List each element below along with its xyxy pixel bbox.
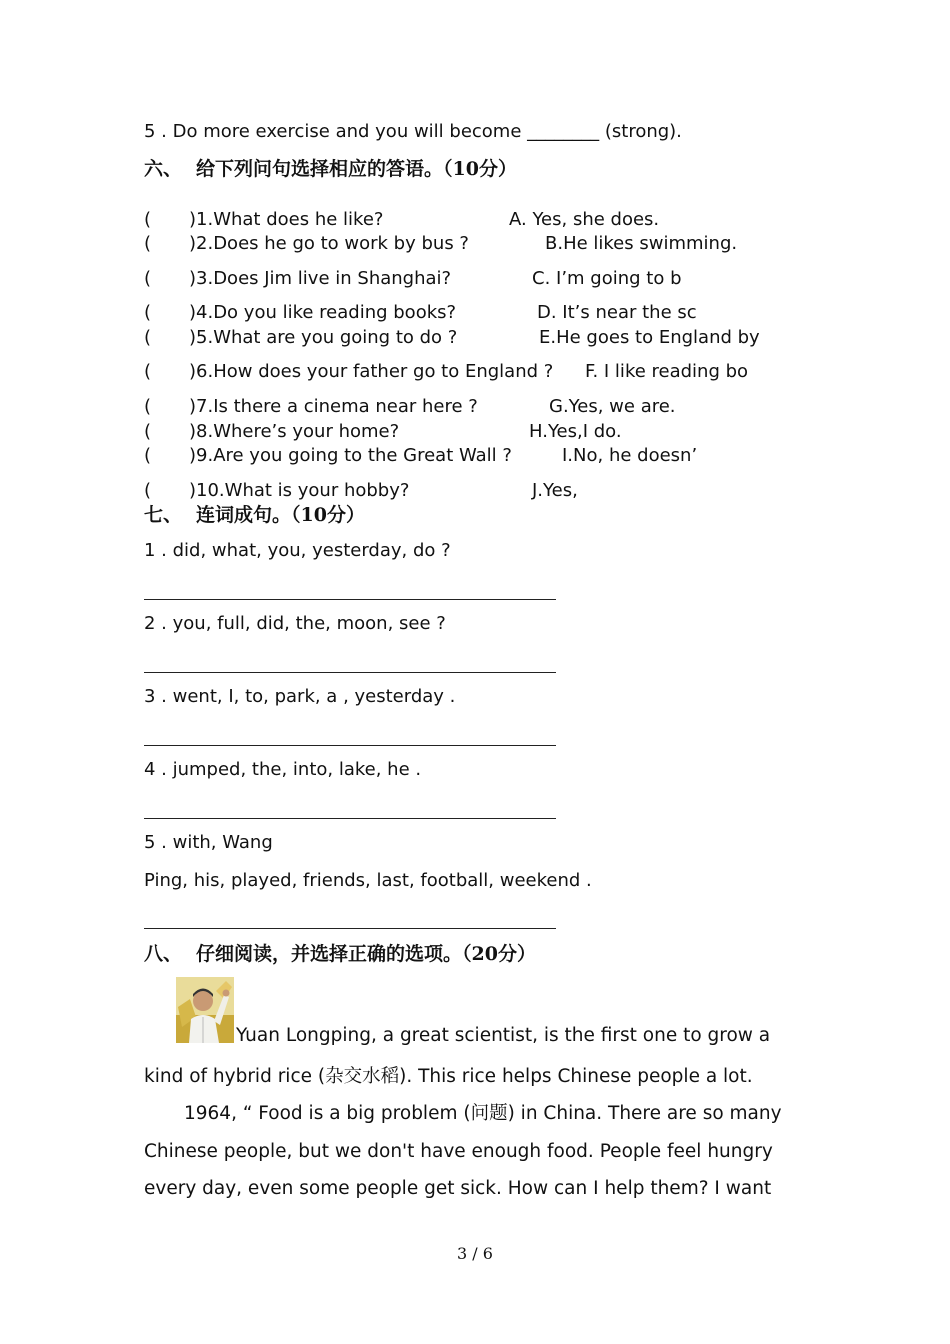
sentence-item: 4 . jumped, the, into, lake, he . xyxy=(144,759,422,780)
answer-line[interactable] xyxy=(144,599,556,600)
match-answer: C. I’m going to b xyxy=(532,268,682,289)
match-answer: A. Yes, she does. xyxy=(509,209,660,230)
reading-line: Yuan Longping, a great scientist, is the first one to grow a xyxy=(236,1025,771,1046)
section-8-number: 八、 xyxy=(144,943,183,965)
answer-blank[interactable]: ( xyxy=(144,209,152,230)
match-question: )3.Does Jim live in Shanghai? xyxy=(189,268,452,289)
section-7-title: 连词成句。（10分） xyxy=(196,504,365,526)
answer-blank[interactable]: ( xyxy=(144,233,152,254)
answer-line[interactable] xyxy=(144,928,556,929)
match-answer: J.Yes, xyxy=(532,480,578,501)
match-answer: G.Yes, we are. xyxy=(549,396,676,417)
answer-blank[interactable]: ( xyxy=(144,421,152,442)
answer-blank[interactable]: ( xyxy=(144,480,152,501)
section-7-number: 七、 xyxy=(144,504,183,526)
section-6-number: 六、 xyxy=(144,158,183,180)
match-answer: I.No, he doesn’ xyxy=(562,445,698,466)
section-8-title: 仔细阅读，并选择正确的选项。（20分） xyxy=(196,943,536,965)
reading-line: kind of hybrid rice (杂交水稻). This rice helps Chinese people a lot. xyxy=(144,1066,753,1087)
match-answer: D. It’s near the sc xyxy=(537,302,697,323)
sentence-item: 3 . went, I, to, park, a , yesterday . xyxy=(144,686,456,707)
answer-blank[interactable]: ( xyxy=(144,268,152,289)
section-6-title: 给下列问句选择相应的答语。（10分） xyxy=(196,158,517,180)
answer-blank[interactable]: ( xyxy=(144,302,152,323)
answer-line[interactable] xyxy=(144,672,556,673)
section-7-heading xyxy=(144,503,365,527)
answer-blank[interactable]: ( xyxy=(144,361,152,382)
sentence-item-continued: Ping, his, played, friends, last, football, weekend . xyxy=(144,870,592,891)
match-question: )7.Is there a cinema near here ? xyxy=(189,396,478,417)
answer-blank[interactable]: ( xyxy=(144,396,152,417)
sentence-item: 1 . did, what, you, yesterday, do ? xyxy=(144,540,451,561)
answer-blank[interactable]: ( xyxy=(144,445,152,466)
match-question: )9.Are you going to the Great Wall ? xyxy=(189,445,512,466)
match-question: )2.Does he go to work by bus ? xyxy=(189,233,469,254)
match-question: )4.Do you like reading books? xyxy=(189,302,457,323)
page-number: 3 / 6 xyxy=(457,1244,493,1263)
answer-line[interactable] xyxy=(144,818,556,819)
match-question: )6.How does your father go to England ? xyxy=(189,361,554,382)
sentence-item: 5 . with, Wang xyxy=(144,832,273,853)
section-8-heading xyxy=(144,942,536,966)
reading-line: every day, even some people get sick. How can I help them? I want xyxy=(144,1178,772,1199)
match-answer: F. I like reading bo xyxy=(585,361,749,382)
sentence-item: 2 . you, full, did, the, moon, see ? xyxy=(144,613,446,634)
match-question: )10.What is your hobby? xyxy=(189,480,410,501)
exercise-question-5: 5 . Do more exercise and you will become ________ (strong). xyxy=(144,121,682,142)
match-question: )5.What are you going to do ? xyxy=(189,327,458,348)
match-question: )8.Where’s your home? xyxy=(189,421,400,442)
answer-blank[interactable]: ( xyxy=(144,327,152,348)
portrait-icon xyxy=(176,977,234,1043)
section-6-heading xyxy=(144,157,517,181)
match-answer: E.He goes to England by xyxy=(539,327,760,348)
reading-line: 1964, “ Food is a big problem (问题) in China. There are so many xyxy=(184,1103,782,1124)
match-answer: H.Yes,I do. xyxy=(529,421,622,442)
match-answer: B.He likes swimming. xyxy=(545,233,738,254)
answer-line[interactable] xyxy=(144,745,556,746)
match-question: )1.What does he like? xyxy=(189,209,384,230)
reading-line: Chinese people, but we don't have enough food. People feel hungry xyxy=(144,1141,773,1162)
